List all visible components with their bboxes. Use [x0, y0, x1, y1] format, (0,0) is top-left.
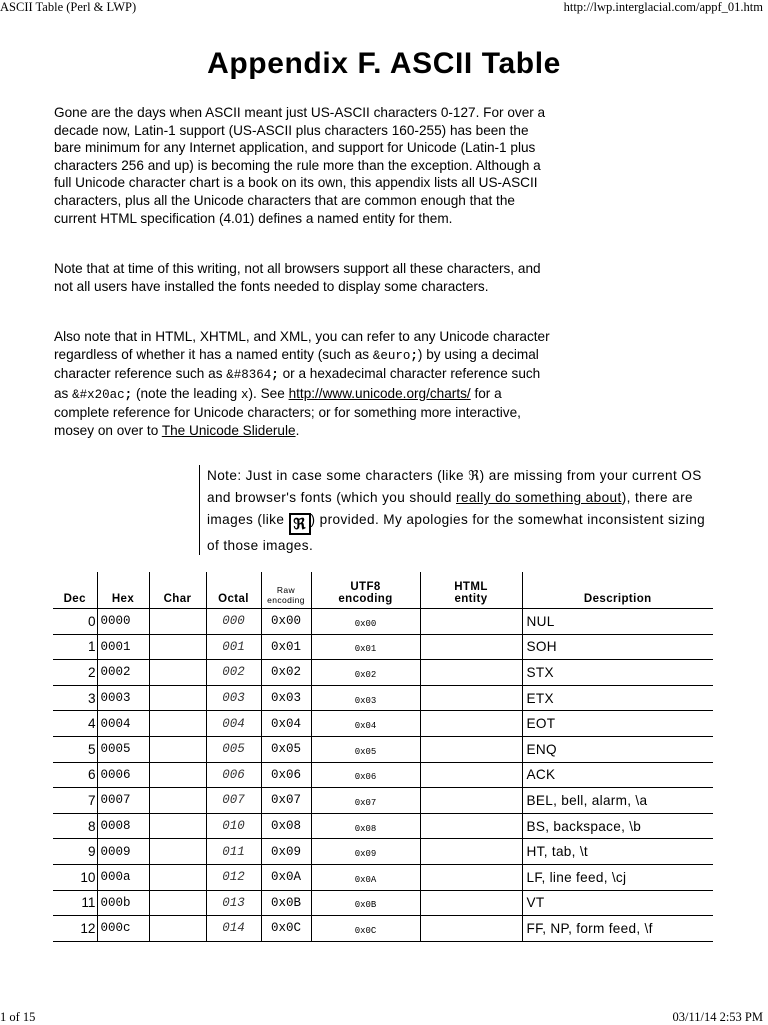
table-row — [53, 864, 713, 890]
code-hex-ref: &#x20ac — [72, 387, 125, 402]
column-header-dec: Dec — [63, 593, 86, 605]
cell-octal: 013 — [206, 890, 261, 916]
cell-description: EOT — [522, 711, 713, 737]
fix-fonts-link[interactable]: really do something about — [456, 490, 622, 505]
table-row — [53, 890, 713, 916]
cell-octal: 006 — [206, 762, 261, 788]
header-line: entity — [454, 593, 488, 605]
cell-dec: 0 — [53, 609, 97, 635]
cell-description: LF, line feed, \cj — [522, 864, 713, 890]
header-line: encoding — [267, 595, 305, 605]
cell-hex: 0007 — [97, 788, 149, 814]
text-segment: Note: Just in case some characters (like — [207, 468, 469, 483]
cell-dec: 12 — [53, 916, 97, 942]
column-header-description: Description — [522, 572, 713, 609]
cell-char — [149, 609, 206, 635]
cell-octal: 001 — [206, 634, 261, 660]
cell-char — [149, 711, 206, 737]
table-row — [53, 736, 713, 762]
text-segment: . — [295, 422, 300, 438]
unicode-charts-link[interactable]: http://www.unicode.org/charts/ — [288, 385, 471, 401]
cell-hex: 0005 — [97, 736, 149, 762]
cell-dec: 11 — [53, 890, 97, 916]
column-header-html-entity — [420, 572, 522, 609]
fraktur-r-image-icon: ℜ — [289, 513, 311, 535]
print-footer-page: 1 of 15 — [0, 1010, 36, 1024]
table-row — [53, 839, 713, 865]
code-semicolon: ; — [124, 387, 133, 402]
cell-description: SOH — [522, 634, 713, 660]
cell-html-entity — [420, 813, 522, 839]
cell-octal: 012 — [206, 864, 261, 890]
cell-utf8-encoding: 0x01 — [311, 634, 420, 660]
header-line: UTF8 — [350, 581, 381, 593]
cell-char — [149, 762, 206, 788]
cell-dec: 5 — [53, 736, 97, 762]
header-line: encoding — [338, 593, 393, 605]
character-reference-paragraph — [54, 328, 554, 440]
code-semicolon: ; — [410, 348, 418, 363]
cell-raw-encoding: 0x04 — [261, 711, 311, 737]
cell-html-entity — [420, 864, 522, 890]
cell-raw-encoding: 0x0A — [261, 864, 311, 890]
cell-html-entity — [420, 736, 522, 762]
cell-utf8-encoding: 0x02 — [311, 660, 420, 686]
cell-hex: 0001 — [97, 634, 149, 660]
cell-raw-encoding: 0x09 — [261, 839, 311, 865]
cell-hex: 0004 — [97, 711, 149, 737]
text-segment: or a hexadecimal character reference such as — [54, 366, 541, 401]
cell-hex: 000b — [97, 890, 149, 916]
cell-char — [149, 839, 206, 865]
cell-dec: 8 — [53, 813, 97, 839]
cell-html-entity — [420, 916, 522, 942]
cell-char — [149, 788, 206, 814]
cell-utf8-encoding: 0x09 — [311, 839, 420, 865]
cell-html-entity — [420, 890, 522, 916]
column-header-octal: Octal — [206, 572, 261, 609]
cell-html-entity — [420, 762, 522, 788]
column-header-utf8-encoding — [311, 572, 420, 609]
cell-char — [149, 864, 206, 890]
cell-dec: 10 — [53, 864, 97, 890]
cell-octal: 010 — [206, 813, 261, 839]
code-euro: &euro — [372, 348, 411, 363]
table-row — [53, 634, 713, 660]
cell-raw-encoding: 0x00 — [261, 609, 311, 635]
table-row — [53, 685, 713, 711]
cell-hex: 0003 — [97, 685, 149, 711]
cell-raw-encoding: 0x0B — [261, 890, 311, 916]
cell-description: FF, NP, form feed, \f — [522, 916, 713, 942]
cell-utf8-encoding: 0x0A — [311, 864, 420, 890]
cell-utf8-encoding: 0x0B — [311, 890, 420, 916]
cell-html-entity — [420, 634, 522, 660]
cell-octal: 014 — [206, 916, 261, 942]
intro-paragraph: Gone are the days when ASCII meant just US-ASCII characters 0-127. For over a decade now, Latin-1 support (US-ASCII plus characters 160-255) has been the bare minimum for any Internet application, and support for Unicode (Latin-1 plus characters 256 and up) is becoming the rule more than the exception. Although a full Unicode character chart is a book on its own, this appendix lists all US-ASCII characters, plus all the Unicode characters that are common enough that the current HTML specification (4.01) defines a named entity for them. — [54, 105, 546, 226]
table-row — [53, 762, 713, 788]
cell-hex: 000a — [97, 864, 149, 890]
column-header-char: Char — [149, 572, 206, 609]
cell-raw-encoding: 0x06 — [261, 762, 311, 788]
cell-html-entity — [420, 609, 522, 635]
text-segment: Also note that in HTML, XHTML, and XML, you can refer to any Unicode character regardless of whether it has a named entity (such as — [54, 329, 550, 362]
cell-utf8-encoding: 0x06 — [311, 762, 420, 788]
cell-description: BS, backspace, \b — [522, 813, 713, 839]
text-segment: ), there are images (like — [207, 490, 693, 527]
cell-octal: 005 — [206, 736, 261, 762]
table-row — [53, 660, 713, 686]
table-header-row — [53, 572, 713, 609]
fonts-note — [199, 465, 719, 555]
cell-octal: 007 — [206, 788, 261, 814]
text-segment: ) are missing from your current OS and browser's fonts (which you should — [207, 468, 702, 505]
code-semicolon: ; — [271, 368, 279, 383]
cell-char — [149, 660, 206, 686]
cell-description: ETX — [522, 685, 713, 711]
cell-description: VT — [522, 890, 713, 916]
page-title: Appendix F. ASCII Table — [207, 47, 561, 80]
cell-raw-encoding: 0x02 — [261, 660, 311, 686]
cell-dec: 1 — [53, 634, 97, 660]
cell-utf8-encoding: 0x04 — [311, 711, 420, 737]
cell-utf8-encoding: 0x05 — [311, 736, 420, 762]
header-line: Raw — [276, 585, 296, 595]
cell-html-entity — [420, 660, 522, 686]
table-row — [53, 813, 713, 839]
cell-char — [149, 685, 206, 711]
cell-html-entity — [420, 839, 522, 865]
browser-support-paragraph: Note that at time of this writing, not all browsers support all these characters, and not all users have installed the fonts needed to display some characters. — [54, 261, 541, 294]
cell-utf8-encoding: 0x08 — [311, 813, 420, 839]
cell-dec: 9 — [53, 839, 97, 865]
cell-description: STX — [522, 660, 713, 686]
cell-char — [149, 890, 206, 916]
print-header-url: http://lwp.interglacial.com/appf_01.htm — [563, 0, 763, 14]
table-row — [53, 711, 713, 737]
cell-raw-encoding: 0x05 — [261, 736, 311, 762]
table-row — [53, 609, 713, 635]
code-decimal-ref: &#8364 — [226, 368, 272, 383]
cell-hex: 0002 — [97, 660, 149, 686]
cell-utf8-encoding: 0x0C — [311, 916, 420, 942]
cell-utf8-encoding: 0x03 — [311, 685, 420, 711]
cell-description: HT, tab, \t — [522, 839, 713, 865]
cell-hex: 0009 — [97, 839, 149, 865]
cell-html-entity — [420, 685, 522, 711]
text-segment: (note the leading — [132, 385, 242, 401]
cell-utf8-encoding: 0x00 — [311, 609, 420, 635]
print-footer-datetime: 03/11/14 2:53 PM — [672, 1010, 763, 1024]
cell-html-entity — [420, 711, 522, 737]
ascii-table — [53, 572, 713, 942]
cell-char — [149, 916, 206, 942]
cell-raw-encoding: 0x03 — [261, 685, 311, 711]
cell-description: BEL, bell, alarm, \a — [522, 788, 713, 814]
cell-dec: 7 — [53, 788, 97, 814]
cell-octal: 004 — [206, 711, 261, 737]
cell-hex: 0006 — [97, 762, 149, 788]
code-x: x — [241, 387, 249, 402]
cell-description: ENQ — [522, 736, 713, 762]
cell-char — [149, 813, 206, 839]
cell-dec: 4 — [53, 711, 97, 737]
cell-raw-encoding: 0x01 — [261, 634, 311, 660]
cell-raw-encoding: 0x07 — [261, 788, 311, 814]
table-row — [53, 788, 713, 814]
print-header-title: ASCII Table (Perl & LWP) — [0, 0, 137, 14]
cell-char — [149, 634, 206, 660]
cell-dec: 2 — [53, 660, 97, 686]
table-body — [53, 609, 713, 942]
cell-description: NUL — [522, 609, 713, 635]
cell-octal: 002 — [206, 660, 261, 686]
unicode-sliderule-link[interactable]: The Unicode Sliderule — [161, 422, 296, 438]
cell-raw-encoding: 0x0C — [261, 916, 311, 942]
header-line: HTML — [454, 581, 488, 593]
text-segment: ) by using a decimal character reference such as — [54, 346, 539, 382]
table-row — [53, 916, 713, 942]
text-segment: ). See — [248, 385, 289, 401]
cell-raw-encoding: 0x08 — [261, 813, 311, 839]
cell-hex: 000c — [97, 916, 149, 942]
text-segment: for a complete reference for Unicode characters; or for something more interactive, mosey on over to — [54, 385, 521, 438]
cell-char — [149, 736, 206, 762]
cell-description: ACK — [522, 762, 713, 788]
cell-dec: 3 — [53, 685, 97, 711]
fraktur-r-glyph: ℜ — [468, 468, 480, 484]
cell-html-entity — [420, 788, 522, 814]
cell-octal: 003 — [206, 685, 261, 711]
cell-octal: 011 — [206, 839, 261, 865]
cell-utf8-encoding: 0x07 — [311, 788, 420, 814]
column-header-hex: Hex — [97, 572, 149, 609]
cell-hex: 0000 — [97, 609, 149, 635]
text-segment: ) provided. My apologies for the somewhat inconsistent sizing of those images. — [207, 512, 706, 553]
column-header-raw-encoding — [261, 572, 311, 609]
cell-dec: 6 — [53, 762, 97, 788]
cell-octal: 000 — [206, 609, 261, 635]
cell-hex: 0008 — [97, 813, 149, 839]
